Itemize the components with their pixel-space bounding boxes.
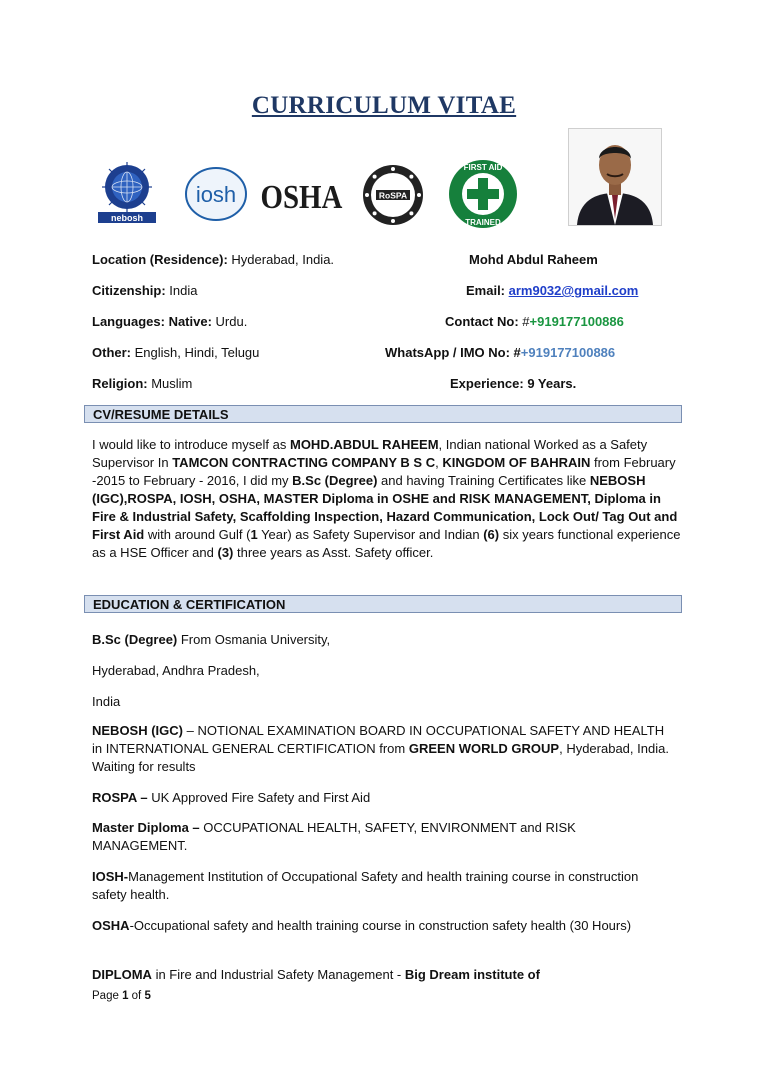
text-run: in Fire and Industrial Safety Management - xyxy=(151,967,405,982)
education-entry xyxy=(92,789,682,807)
education-entry xyxy=(92,917,672,935)
religion-label: Religion: xyxy=(92,376,148,391)
bold-text-run: OSHA xyxy=(92,918,130,933)
text-run: Management Institution of Occupational Safety and health training course in construction safety health. xyxy=(92,869,639,902)
bold-text-run: B.Sc (Degree) xyxy=(292,473,378,488)
contact-label: Contact No: xyxy=(445,314,523,329)
citizenship-label: Citizenship: xyxy=(92,283,166,298)
languages-row xyxy=(92,314,247,329)
experience-text: Experience: 9 Years. xyxy=(450,376,577,391)
bold-text-run: Master Diploma – xyxy=(92,820,200,835)
osha-logo xyxy=(260,172,343,216)
bold-text-run: TAMCON CONTRACTING COMPANY B S C xyxy=(172,455,436,470)
other-languages-row xyxy=(92,345,259,360)
bold-text-run: DIPLOMA xyxy=(92,967,152,982)
text-run: with around Gulf ( xyxy=(144,527,251,542)
text-run: From Osmania University, xyxy=(177,632,331,647)
text-run: Hyderabad, Andhra Pradesh, xyxy=(92,663,260,678)
education-entry xyxy=(92,868,652,904)
contact-hash: # xyxy=(522,314,530,329)
bold-text-run: 1 xyxy=(250,527,258,542)
text-run: UK Approved Fire Safety and First Aid xyxy=(147,790,371,805)
profile-photo xyxy=(568,128,662,226)
text-run: -Occupational safety and health training course in construction safety health (30 Hours) xyxy=(129,918,632,933)
religion-row xyxy=(92,376,192,391)
education-entry xyxy=(92,966,682,984)
page-footer xyxy=(92,990,151,1002)
text-run: from February -2015 to February - 2016, I did my xyxy=(92,455,676,488)
text-run: Year) as Safety Supervisor and Indian xyxy=(257,527,484,542)
contact-number: +919177100886 xyxy=(529,314,624,329)
bold-text-run: MOHD.ABDUL RAHEEM xyxy=(289,437,439,452)
iosh-logo xyxy=(184,166,248,222)
bold-text-run: (6) xyxy=(483,527,500,542)
contact-row xyxy=(445,314,624,329)
languages-label: Languages: Native: xyxy=(92,314,212,329)
location-row xyxy=(92,252,334,267)
location-value: Hyderabad, India. xyxy=(227,252,335,267)
text-run: three years as Asst. Safety officer. xyxy=(233,545,434,560)
svg-text:iosh: iosh xyxy=(195,182,237,207)
citizenship-row xyxy=(92,283,197,298)
bold-text-run: IOSH- xyxy=(92,869,129,884)
whatsapp-row xyxy=(385,345,615,360)
text-run: six years functional experience as a HSE Officer and xyxy=(92,527,681,560)
location-label: Location (Residence): xyxy=(92,252,228,267)
page-of-label: of xyxy=(128,990,145,1002)
text-run: , xyxy=(435,455,443,470)
bold-text-run: NEBOSH (IGC) xyxy=(92,723,183,738)
email-link[interactable]: arm9032@gmail.com xyxy=(508,283,639,298)
education-entry xyxy=(92,693,682,711)
email-label: Email: xyxy=(466,283,509,298)
education-entry xyxy=(92,722,677,776)
svg-text:RoSPA: RoSPA xyxy=(378,190,408,201)
text-run: , Hyderabad, India. Waiting for results xyxy=(92,741,669,774)
other-languages-label: Other: xyxy=(92,345,131,360)
rospa-logo xyxy=(360,162,426,228)
bold-text-run: GREEN WORLD GROUP xyxy=(408,741,560,756)
text-run: I would like to introduce myself as xyxy=(92,437,290,452)
page-label: Page xyxy=(92,990,123,1002)
education-entry xyxy=(92,819,652,855)
bold-text-run: B.Sc (Degree) xyxy=(92,632,178,647)
languages-value: Urdu. xyxy=(211,314,248,329)
bold-text-run: KINGDOM OF BAHRAIN xyxy=(442,455,591,470)
text-run: , Indian national Worked as a Safety Supervisor In xyxy=(92,437,648,470)
citizenship-value: India xyxy=(165,283,198,298)
svg-text:FIRST AID: FIRST AID xyxy=(463,163,503,172)
text-run: – NOTIONAL EXAMINATION BOARD IN OCCUPATIONAL SAFETY AND HEALTH in INTERNATIONAL GENERAL CERTIFICATION from xyxy=(92,723,665,756)
candidate-name: Mohd Abdul Raheem xyxy=(469,252,598,267)
bold-text-run: (3) xyxy=(217,545,234,560)
other-languages-value: English, Hindi, Telugu xyxy=(131,345,260,360)
religion-value: Muslim xyxy=(147,376,193,391)
page-total: 5 xyxy=(144,990,151,1002)
whatsapp-number: +919177100886 xyxy=(520,345,616,360)
text-run: and having Training Certificates like xyxy=(377,473,590,488)
email-row xyxy=(466,283,638,298)
first-aid-trained-logo xyxy=(446,158,520,230)
bold-text-run: ROSPA – xyxy=(92,790,148,805)
document-title: CURRICULUM VITAE xyxy=(251,92,517,119)
summary-paragraph xyxy=(92,436,682,562)
text-run: OCCUPATIONAL HEALTH, SAFETY, ENVIRONMENT and RISK MANAGEMENT. xyxy=(92,820,576,853)
nebosh-logo xyxy=(92,160,162,224)
education-entry xyxy=(92,662,682,680)
page-number: 1 xyxy=(122,990,129,1002)
education-entry xyxy=(92,631,682,649)
svg-text:nebosh: nebosh xyxy=(110,213,144,223)
svg-text:TRAINED: TRAINED xyxy=(465,218,501,227)
whatsapp-label: WhatsApp / IMO No: # xyxy=(385,345,521,360)
bold-text-run: Big Dream institute of xyxy=(404,967,540,982)
svg-text:OSHA: OSHA xyxy=(260,177,343,216)
text-run: India xyxy=(92,694,121,709)
section-header-cv-details: CV/RESUME DETAILS xyxy=(84,405,682,423)
section-header-education: EDUCATION & CERTIFICATION xyxy=(84,595,682,613)
bold-text-run: NEBOSH (IGC),ROSPA, IOSH, OSHA, MASTER Diploma in OSHE and RISK MANAGEMENT, Diploma in Fire & Industrial Safety, Scaffolding Inspection, Hazard Communication, Lock Out/ Tag Out and First Aid xyxy=(92,473,678,542)
